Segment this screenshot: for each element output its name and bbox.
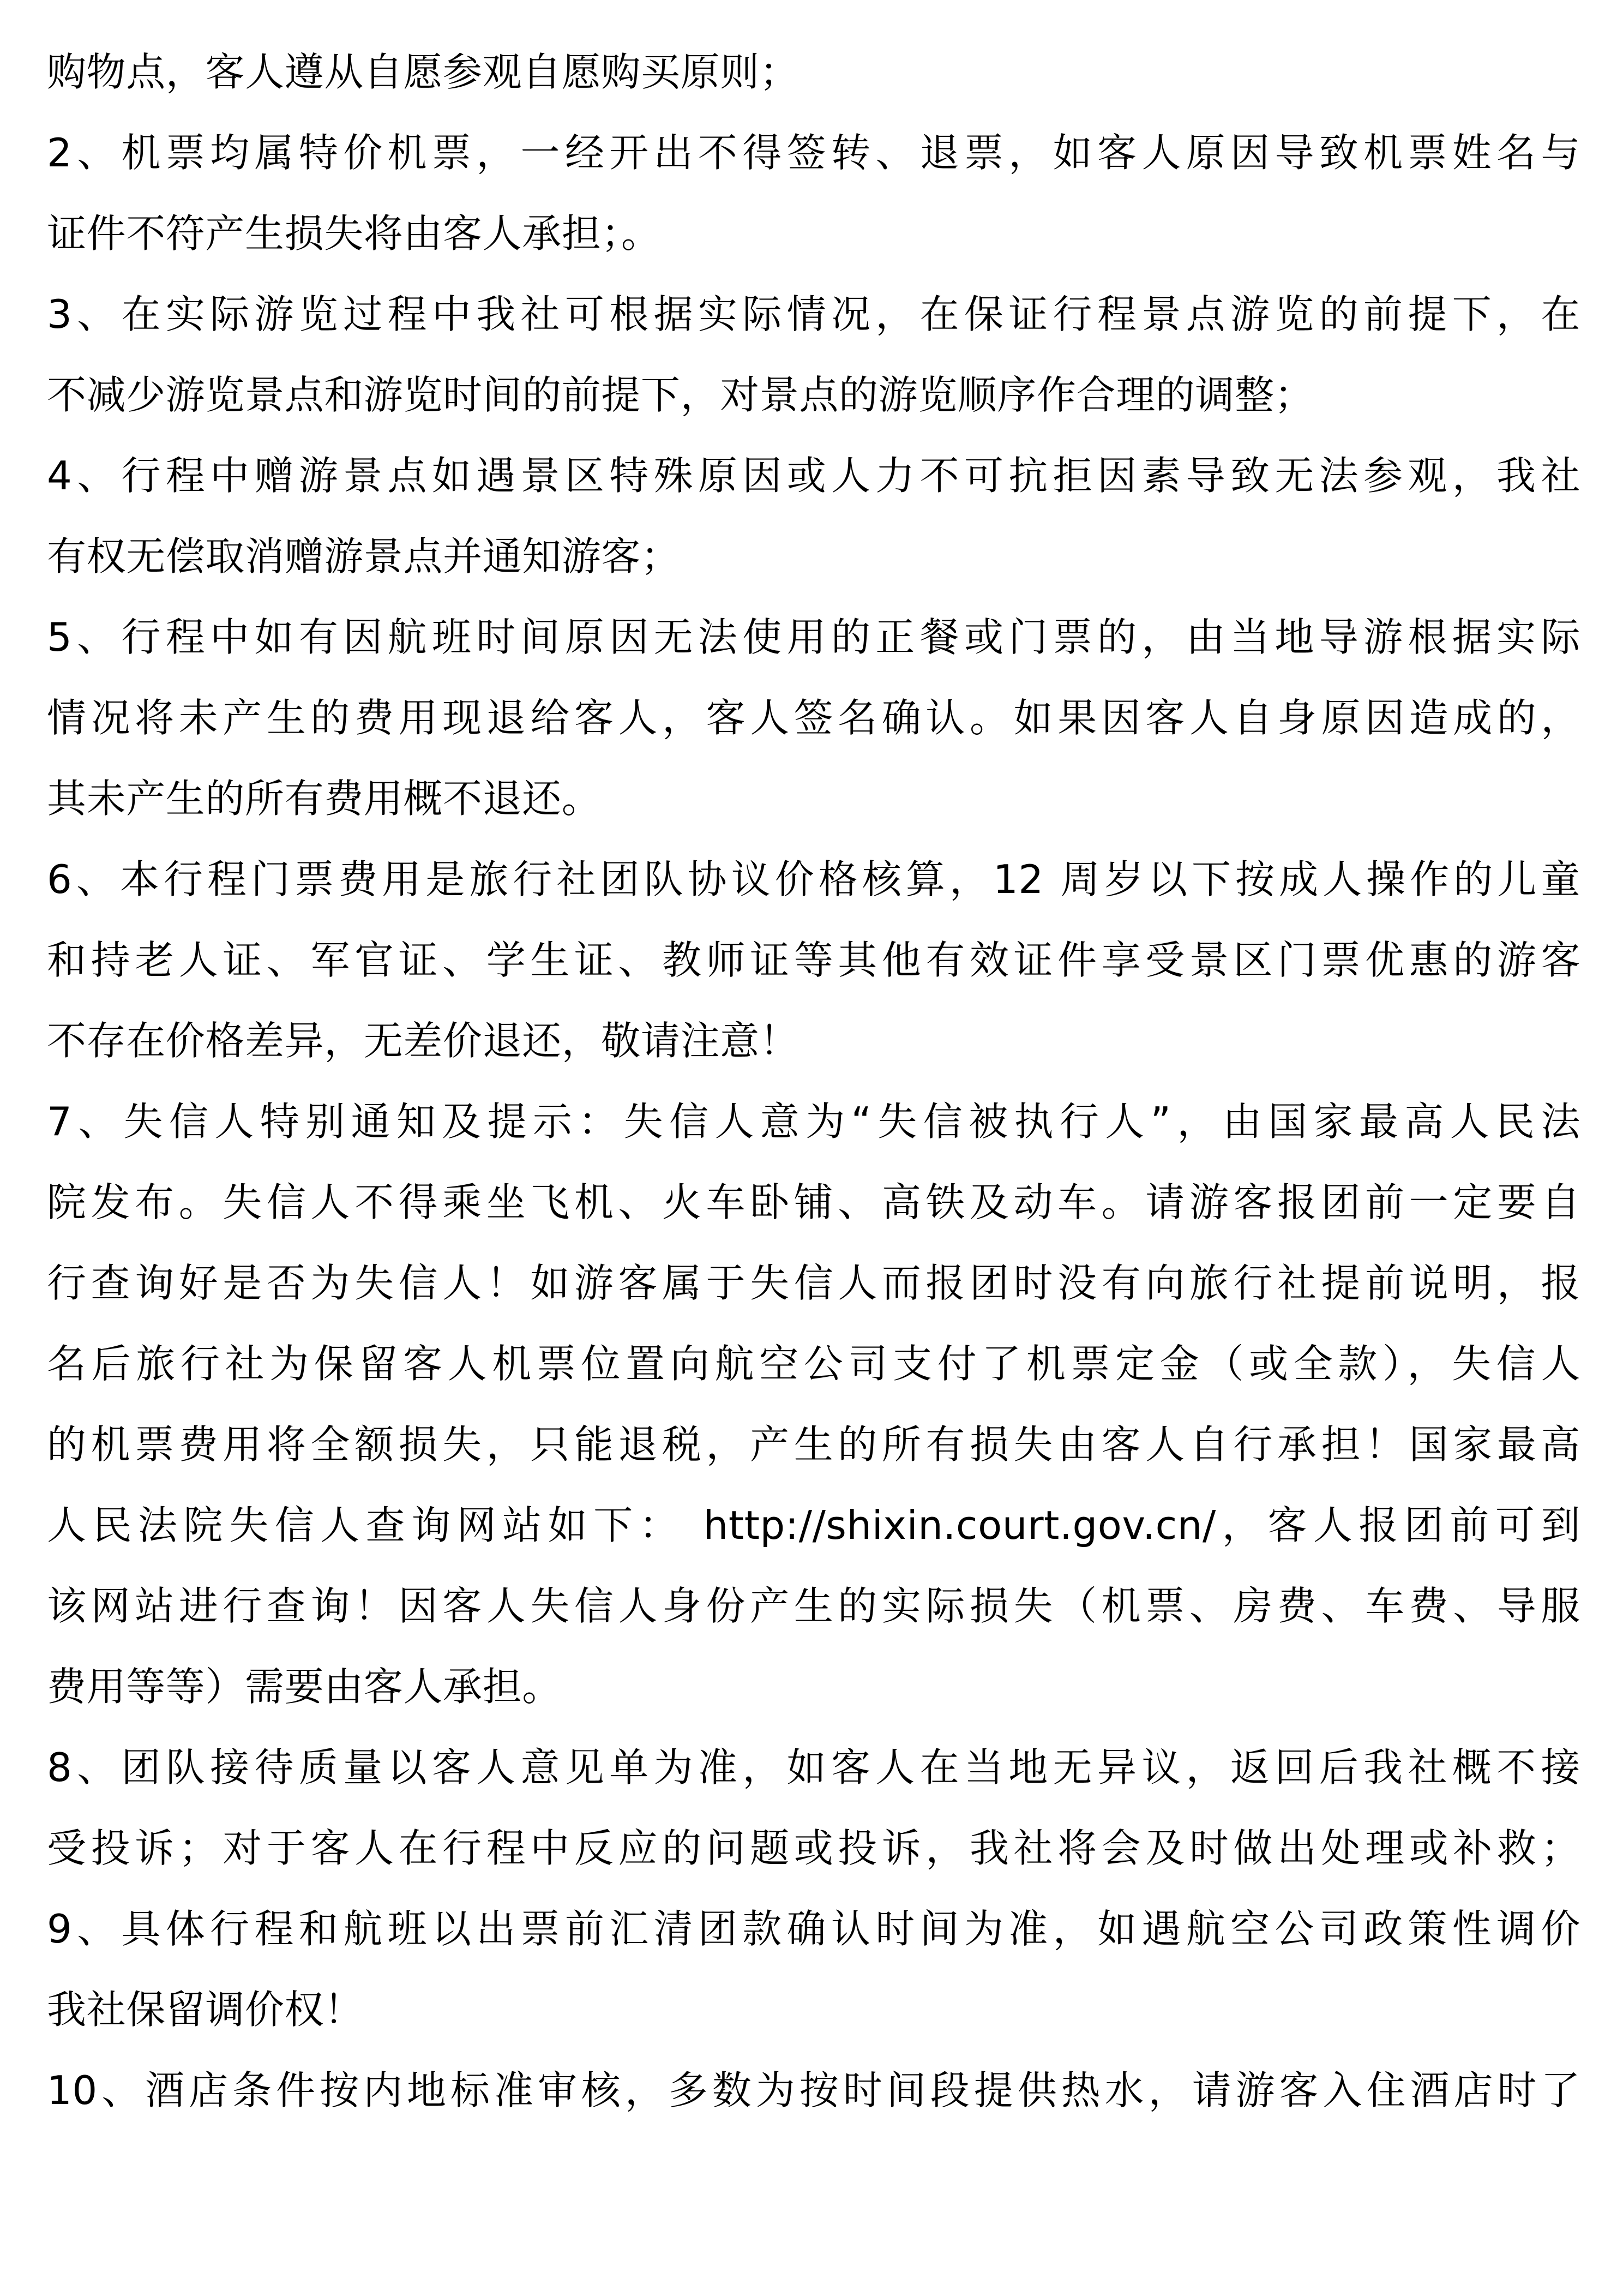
- text-line: 我社保留调价权！: [47, 1987, 364, 2033]
- text-line: 证件不符产生损失将由客人承担；。: [47, 211, 661, 256]
- text-line: 和持老人证、军官证、学生证、教师证等其他有效证件享受景区门票优惠的游客: [47, 937, 1580, 983]
- text-line: 2、机票均属特价机票，一经开出不得签转、退票，如客人原因导致机票姓名与: [47, 130, 1580, 176]
- text-line: 8、团队接待质量以客人意见单为准，如客人在当地无异议，返回后我社概不接: [47, 1745, 1580, 1790]
- document-page: [47, 32, 1580, 2279]
- text-line: 的机票费用将全额损失，只能退税，产生的所有损失由客人自行承担！国家最高: [47, 1422, 1580, 1467]
- text-line: 受投诉；对于客人在行程中反应的问题或投诉，我社将会及时做出处理或补救；: [47, 1825, 1580, 1871]
- text-line: 不存在价格差异，无差价退还，敬请注意！: [47, 1018, 800, 1064]
- text-line: 4、行程中赠游景点如遇景区特殊原因或人力不可抗拒因素导致无法参观，我社: [47, 453, 1580, 499]
- text-line: 5、行程中如有因航班时间原因无法使用的正餐或门票的，由当地导游根据实际: [47, 614, 1580, 660]
- text-line: 其未产生的所有费用概不退还。: [47, 776, 602, 822]
- text-line: 院发布。失信人不得乘坐飞机、火车卧铺、高铁及动车。请游客报团前一定要自: [47, 1179, 1580, 1225]
- text-line: 费用等等）需要由客人承担。: [47, 1664, 562, 1710]
- text-line: 3、在实际游览过程中我社可根据实际情况，在保证行程景点游览的前提下，在: [47, 291, 1580, 337]
- text-line: 10、酒店条件按内地标准审核，多数为按时间段提供热水，请游客入住酒店时了: [47, 2067, 1580, 2113]
- text-line: 购物点，客人遵从自愿参观自愿购买原则；: [47, 49, 800, 95]
- text-line: 不减少游览景点和游览时间的前提下，对景点的游览顺序作合理的调整；: [47, 372, 1314, 418]
- text-line: 6、本行程门票费用是旅行社团队协议价格核算，12 周岁以下按成人操作的儿童: [47, 856, 1580, 902]
- text-line: 情况将未产生的费用现退给客人，客人签名确认。如果因客人自身原因造成的，: [47, 695, 1580, 741]
- text-line: 该网站进行查询！因客人失信人身份产生的实际损失（机票、房费、车费、导服: [47, 1583, 1580, 1629]
- text-line: 有权无偿取消赠游景点并通知游客；: [47, 533, 681, 579]
- text-line: 人民法院失信人查询网站如下： http://shixin.court.gov.cn/，客人报团前可到: [47, 1502, 1580, 1548]
- text-line: 行查询好是否为失信人！如游客属于失信人而报团时没有向旅行社提前说明，报: [47, 1260, 1580, 1306]
- text-line: 名后旅行社为保留客人机票位置向航空公司支付了机票定金（或全款），失信人: [47, 1341, 1580, 1387]
- text-line: 7、失信人特别通知及提示：失信人意为“失信被执行人”，由国家最高人民法: [47, 1099, 1580, 1144]
- text-line: 9、具体行程和航班以出票前汇清团款确认时间为准，如遇航空公司政策性调价: [47, 1906, 1580, 1952]
